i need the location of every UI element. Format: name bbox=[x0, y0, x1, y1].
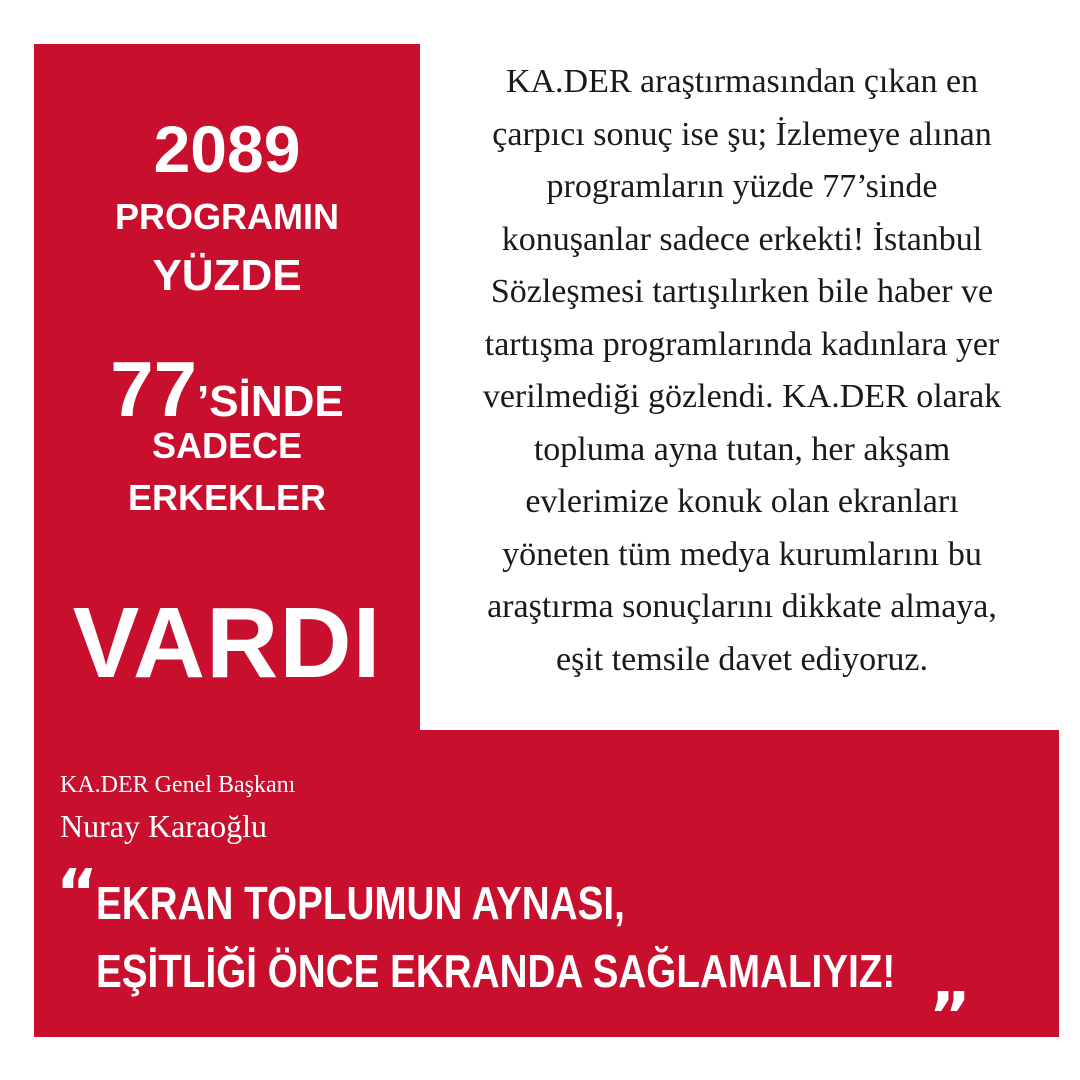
body-line: araştırma sonuçlarını dikkate almaya, bbox=[487, 588, 997, 625]
body-line: tartışma programlarında kadınlara yer bbox=[484, 325, 1000, 363]
stat-big-word: VARDI bbox=[72, 587, 382, 699]
stat-percent: 77 bbox=[110, 345, 198, 433]
body-line: KA.DER araştırmasından çıkan en bbox=[505, 63, 979, 100]
author-name: Nuray Karaoğlu bbox=[60, 808, 268, 844]
body-line: Sözleşmesi tartışılırken bile haber ve bbox=[490, 273, 994, 310]
body-paragraph bbox=[432, 56, 1052, 686]
stat-percent-row bbox=[34, 345, 420, 433]
body-line: eşit temsile davet ediyoruz. bbox=[556, 640, 928, 678]
body-line: yöneten tüm medya kurumlarını bu bbox=[502, 535, 982, 573]
body-line: programların yüzde 77’sinde bbox=[546, 168, 938, 205]
close-quote-icon: „ bbox=[930, 945, 973, 1019]
quote-line-1: EKRAN TOPLUMUN AYNASI, bbox=[96, 877, 625, 929]
stat-line-erkekler: ERKEKLER bbox=[127, 477, 327, 518]
quote-line-2: EŞİTLİĞİ ÖNCE EKRANDA SAĞLAMALIYIZ! bbox=[96, 945, 896, 997]
author-title: KA.DER Genel Başkanı bbox=[60, 772, 296, 798]
stat-number: 2089 bbox=[153, 112, 301, 186]
stat-line-programin: PROGRAMIN bbox=[115, 196, 339, 237]
body-line: çarpıcı sonuç ise şu; İzlemeye alınan bbox=[492, 115, 992, 153]
stat-line-yuzde: YÜZDE bbox=[152, 251, 302, 300]
body-line: verilmediği gözlendi. KA.DER olarak bbox=[482, 378, 1002, 415]
body-line: konuşanlar sadece erkekti! İstanbul bbox=[501, 220, 983, 258]
body-line: evlerimize konuk olan ekranları bbox=[525, 483, 959, 520]
stat-line-sadece: SADECE bbox=[151, 425, 303, 466]
stat-percent-suffix: ’SİNDE bbox=[197, 377, 344, 426]
body-line: topluma ayna tutan, her akşam bbox=[533, 430, 951, 468]
open-quote-icon: “ bbox=[56, 857, 99, 931]
